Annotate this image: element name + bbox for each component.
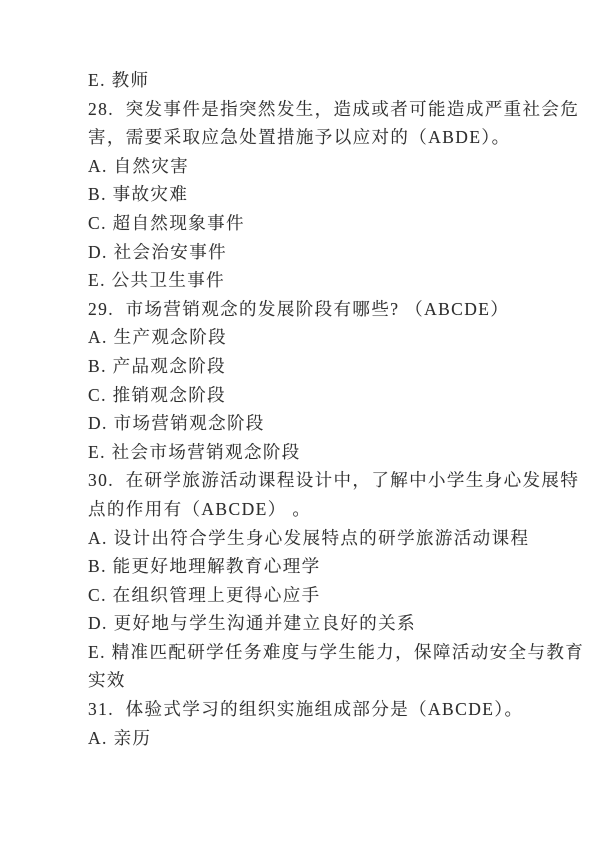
q30-option-c: C. 在组织管理上更得心应手 xyxy=(88,584,321,605)
q29-option-d: D. 市场营销观念阶段 xyxy=(88,413,265,434)
q28-option-b: B. 事故灾难 xyxy=(88,184,189,205)
q30-option-b: B. 能更好地理解教育心理学 xyxy=(88,556,321,577)
q27-option-e: E. 教师 xyxy=(88,70,150,90)
q29-option-b: B. 产品观念阶段 xyxy=(88,355,227,376)
q29-option-a: A. 生产观念阶段 xyxy=(88,327,227,348)
q30-option-e-line-2: 实效 xyxy=(88,670,126,691)
q28-stem-line-2: 害，需要采取应急处置措施予以应对的（ABDE）。 xyxy=(88,127,511,148)
q28-option-d: D. 社会治安事件 xyxy=(88,241,227,262)
q30-option-e-line-1: E. 精准匹配研学任务难度与学生能力，保障活动安全与教育 xyxy=(88,641,585,662)
q31-option-a: A. 亲历 xyxy=(88,727,152,748)
q30-stem-line-2: 点的作用有（ABCDE） 。 xyxy=(88,498,312,519)
q30-option-d: D. 更好地与学生沟通并建立良好的关系 xyxy=(88,613,416,634)
q29-stem: 29. 市场营销观念的发展阶段有哪些? （ABCDE） xyxy=(88,298,510,319)
q30-option-a: A. 设计出符合学生身心发展特点的研学旅游活动课程 xyxy=(88,527,530,548)
q28-option-e: E. 公共卫生事件 xyxy=(88,270,226,291)
q28-option-c: C. 超自然现象事件 xyxy=(88,212,245,233)
q31-stem: 31. 体验式学习的组织实施组成部分是（ABCDE）。 xyxy=(88,699,524,720)
q30-stem-line-1: 30. 在研学旅游活动课程设计中，了解中小学生身心发展特 xyxy=(88,470,580,491)
q29-option-c: C. 推销观念阶段 xyxy=(88,384,227,405)
q28-stem-line-1: 28. 突发事件是指突然发生，造成或者可能造成严重社会危 xyxy=(88,98,580,119)
q29-option-e: E. 社会市场营销观念阶段 xyxy=(88,441,301,462)
exam-text-block xyxy=(88,66,585,752)
q28-option-a: A. 自然灾害 xyxy=(88,155,190,176)
